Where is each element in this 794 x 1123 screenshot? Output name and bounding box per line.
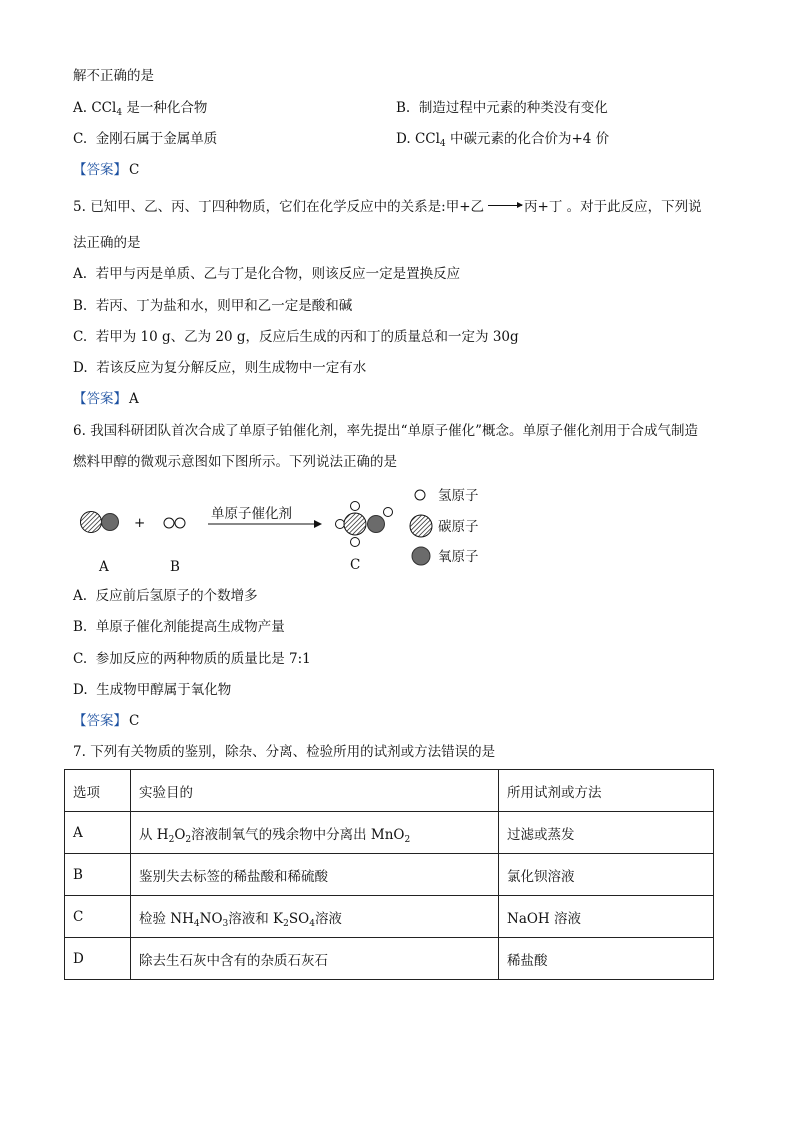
q4-option-a: A. CCl$_4$ 是一种化合物 <box>73 100 208 118</box>
table-row <box>65 938 714 980</box>
legend-hydrogen: 氢原子 <box>438 488 479 504</box>
carbon-atom-icon <box>410 515 432 537</box>
table-header-row <box>65 770 714 812</box>
header-option: 选项 <box>65 770 131 812</box>
legend-oxygen: 氧原子 <box>438 549 479 565</box>
q5-option-a: A. 若甲与丙是单质、乙与丁是化合物，则该反应一定是置换反应 <box>73 266 461 282</box>
reaction-arrow-icon <box>314 520 322 528</box>
q7-stem: 7. 下列有关物质的鉴别，除杂、分离、检验所用的试剂或方法错误的是 <box>73 744 496 760</box>
q6-answer: 【答案】 C <box>73 713 140 729</box>
q5-stem: 5. 已知甲、乙、丙、丁四种物质，它们在化学反应中的关系是:甲+乙 丙+丁 。对于此反应，下列说 <box>73 199 702 215</box>
row-option: D <box>65 938 131 980</box>
q6-option-a: A. 反应前后氢原子的个数增多 <box>73 588 258 604</box>
q5-option-c: C. 若甲为 10 g、乙为 20 g，反应后生成的丙和丁的质量总和一定为 30g <box>73 329 519 345</box>
row-method: 氯化钡溶液 <box>499 854 714 896</box>
q6-option-b: B. 单原子催化剂能提高生成物产量 <box>73 619 285 635</box>
legend <box>410 488 479 565</box>
reaction-arrow-icon <box>488 205 522 206</box>
q5-option-d: D. 若该反应为复分解反应，则生成物中一定有水 <box>73 360 367 376</box>
q4-option-c: C. 金刚石属于金属单质 <box>73 131 218 147</box>
row-method: 稀盐酸 <box>499 938 714 980</box>
label-c: C <box>350 557 361 573</box>
q6-option-d: D. 生成物甲醇属于氧化物 <box>73 682 232 698</box>
row-option: A <box>65 812 131 854</box>
reaction-diagram <box>60 478 500 583</box>
hydrogen-atom-icon <box>415 490 425 500</box>
q5-stem-line2: 法正确的是 <box>73 235 141 251</box>
table-row <box>65 812 714 854</box>
q5-option-b: B. 若丙、丁为盐和水，则甲和乙一定是酸和碱 <box>73 298 353 314</box>
row-purpose: 鉴别失去标签的稀盐酸和稀硫酸 <box>131 854 499 896</box>
q7-table <box>64 769 714 980</box>
q6-stem-line2: 燃料甲醇的微观示意图如下图所示。下列说法正确的是 <box>73 454 397 470</box>
legend-carbon: 碳原子 <box>438 519 479 535</box>
row-method: NaOH 溶液 <box>499 896 714 938</box>
q4-option-d: D. CCl$_4$ 中碳元素的化合价为+4 价 <box>396 131 610 149</box>
row-option: C <box>65 896 131 938</box>
row-purpose: 检验 $NH_4NO_3$溶液和 $K_2SO_4$溶液 <box>131 896 499 938</box>
q4-answer: 【答案】 C <box>73 162 140 178</box>
row-method: 过滤或蒸发 <box>499 812 714 854</box>
label-a: A <box>99 559 109 575</box>
header-purpose: 实验目的 <box>131 770 499 812</box>
molecule-a-icon <box>81 512 119 533</box>
header-method: 所用试剂或方法 <box>499 770 714 812</box>
table-row <box>65 896 714 938</box>
molecule-b-icon <box>164 518 185 528</box>
q6-stem: 6. 我国科研团队首次合成了单原子铂催化剂，率先提出“单原子催化”概念。单原子催化剂用于合成气制造 <box>73 423 698 439</box>
oxygen-atom-icon <box>412 547 430 565</box>
row-purpose: 从 $H_2O_2$溶液制氧气的残余物中分离出 MnO$_2$ <box>131 812 499 854</box>
table-row <box>65 854 714 896</box>
row-option: B <box>65 854 131 896</box>
catalyst-label: 单原子催化剂 <box>211 506 292 522</box>
row-purpose: 除去生石灰中含有的杂质石灰石 <box>131 938 499 980</box>
molecule-c-icon <box>336 502 393 547</box>
plus-sign: + <box>134 515 146 531</box>
label-b: B <box>170 559 180 575</box>
q4-option-b: B. 制造过程中元素的种类没有变化 <box>396 100 608 116</box>
q6-option-c: C. 参加反应的两种物质的质量比是 7:1 <box>73 651 311 667</box>
q4-stem-tail: 解不正确的是 <box>73 68 154 84</box>
q5-answer: 【答案】 A <box>73 391 139 407</box>
